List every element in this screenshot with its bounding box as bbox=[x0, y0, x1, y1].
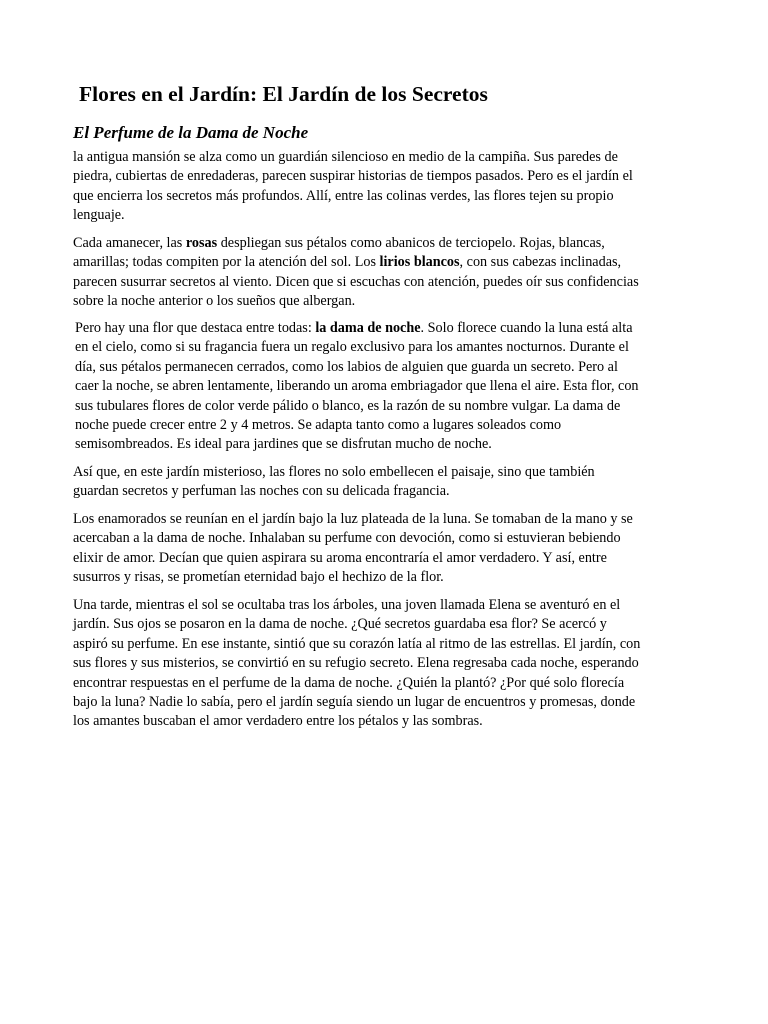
paragraph-line bbox=[73, 167, 633, 186]
bold-term: lirios blancos bbox=[379, 254, 460, 271]
paragraph-line bbox=[75, 358, 639, 377]
text-run: aspiró su perfume. En ese instante, sintió que su corazón latía al ritmo de las estrellas. El jardín, con bbox=[73, 635, 641, 652]
paragraph-enamorados bbox=[73, 510, 633, 588]
document-subtitle: El Perfume de la Dama de Noche bbox=[73, 123, 309, 142]
text-run: Pero hay una flor que destaca entre todas: bbox=[75, 320, 316, 336]
text-run: Los enamorados se reunían en el jardín bajo la luz plateada de la luna. Se tomaban de la mano y se bbox=[73, 511, 633, 527]
paragraph-line bbox=[73, 510, 633, 529]
paragraph-dama-de-noche bbox=[75, 319, 639, 455]
text-run: acercaban a la dama de noche. Inhalaban su perfume con devoción, como si estuvieran bebiendo bbox=[73, 530, 621, 547]
text-run: . Solo florece cuando la luna está alta bbox=[420, 320, 633, 336]
paragraph-line bbox=[75, 377, 639, 396]
paragraph-line bbox=[75, 397, 639, 416]
text-run: guardan secretos y perfuman las noches con su delicada fragancia. bbox=[73, 483, 450, 500]
paragraph-line bbox=[73, 596, 640, 615]
paragraph-line bbox=[75, 416, 639, 435]
paragraph-line bbox=[73, 635, 640, 654]
paragraph-line bbox=[73, 463, 595, 482]
text-run: caer la noche, se abren lentamente, liberando un aroma embriagador que llena el aire. Esta flor, con bbox=[75, 378, 639, 395]
text-run: lenguaje. bbox=[73, 207, 125, 224]
text-run: semisombreados. Es ideal para jardines que se disfrutan mucho de noche. bbox=[75, 436, 492, 453]
paragraph-line bbox=[73, 615, 640, 634]
bold-term: rosas bbox=[185, 235, 218, 251]
paragraph-line bbox=[73, 253, 639, 272]
text-run: bajo la luna? Nadie lo sabía, pero el jardín seguía siendo un lugar de encuentros y promesas, donde bbox=[73, 694, 636, 711]
paragraph-line bbox=[73, 568, 633, 587]
paragraph-line bbox=[73, 206, 633, 225]
text-run: parecen susurrar secretos al viento. Dicen que si escuchas con atención, puedes oír sus confidencias bbox=[73, 273, 639, 290]
text-run: sus tubulares flores de color verde pálido o blanco, es la razón de su nombre vulgar. La dama de bbox=[75, 397, 621, 414]
paragraph-rosas-lirios bbox=[73, 234, 639, 312]
paragraph-line bbox=[73, 693, 640, 712]
text-run: Cada amanecer, las bbox=[73, 235, 186, 251]
text-run: noche puede crecer entre 2 y 4 metros. Se adapta tanto como a lugares soleados como bbox=[75, 417, 562, 434]
bold-term: la dama de noche bbox=[315, 320, 421, 336]
text-run: elixir de amor. Decían que quien aspirara su aroma encontraría el amor verdadero. Y así, entre bbox=[73, 549, 607, 566]
paragraph-line bbox=[73, 187, 633, 206]
text-run: sus flores y sus misterios, se convirtió en su refugio secreto. Elena regresaba cada noche, esperando bbox=[73, 655, 639, 672]
text-run: día, sus pétalos permanecen cerrados, como los labios de alguien que guarda un secreto. Pero al bbox=[75, 358, 618, 375]
text-run: que encierra los secretos más profundos. Allí, entre las colinas verdes, las flores tejen su propio bbox=[73, 187, 614, 204]
text-run: jardín. Sus ojos se posaron en la dama de noche. ¿Qué secretos guardaba esa flor? Se acercó y bbox=[73, 616, 607, 633]
text-run: sobre la noche anterior o los sueños que albergan. bbox=[73, 293, 356, 310]
paragraph-line bbox=[75, 319, 639, 338]
paragraph-mansion bbox=[73, 148, 633, 226]
paragraph-line bbox=[73, 148, 633, 167]
paragraph-line bbox=[73, 273, 639, 292]
paragraph-line bbox=[75, 338, 639, 357]
text-run: Así que, en este jardín misterioso, las flores no solo embellecen el paisaje, sino que también bbox=[73, 464, 595, 480]
text-run: piedra, cubiertas de enredaderas, parecen suspirar historias de tiempos pasados. Pero es el jardín el bbox=[73, 168, 633, 185]
text-run: la antigua mansión se alza como un guardián silencioso en medio de la campiña. Sus paredes de bbox=[73, 149, 618, 165]
paragraph-line bbox=[73, 674, 640, 693]
text-run: Una tarde, mientras el sol se ocultaba tras los árboles, una joven llamada Elena se aventuró en el bbox=[73, 597, 621, 613]
paragraph-line bbox=[73, 529, 633, 548]
text-run: encontrar respuestas en el perfume de la dama de noche. ¿Quién la plantó? ¿Por qué solo florecía bbox=[73, 674, 625, 691]
paragraph-line bbox=[73, 482, 595, 501]
paragraph-line bbox=[73, 292, 639, 311]
text-run: susurros y risas, se prometían eternidad bajo el hechizo de la flor. bbox=[73, 569, 444, 586]
paragraph-jardin-misterioso bbox=[73, 463, 595, 502]
text-run: despliegan sus pétalos como abanicos de terciopelo. Rojas, blancas, bbox=[217, 235, 605, 251]
paragraph-line bbox=[73, 549, 633, 568]
text-run: los amantes buscaban el amor verdadero entre los pétalos y las sombras. bbox=[73, 713, 483, 730]
paragraph-line bbox=[75, 435, 639, 454]
text-run: en el cielo, como si su fragancia fuera un regalo exclusivo para los amantes nocturnos. Durante el bbox=[75, 339, 629, 356]
text-run: , con sus cabezas inclinadas, bbox=[459, 254, 622, 271]
paragraph-line bbox=[73, 234, 639, 253]
document-title: Flores en el Jardín: El Jardín de los Secretos bbox=[79, 82, 488, 106]
paragraph-line bbox=[73, 654, 640, 673]
paragraph-line bbox=[73, 712, 640, 731]
paragraph-elena bbox=[73, 596, 640, 732]
text-run: amarillas; todas compiten por la atención del sol. Los bbox=[73, 254, 380, 271]
